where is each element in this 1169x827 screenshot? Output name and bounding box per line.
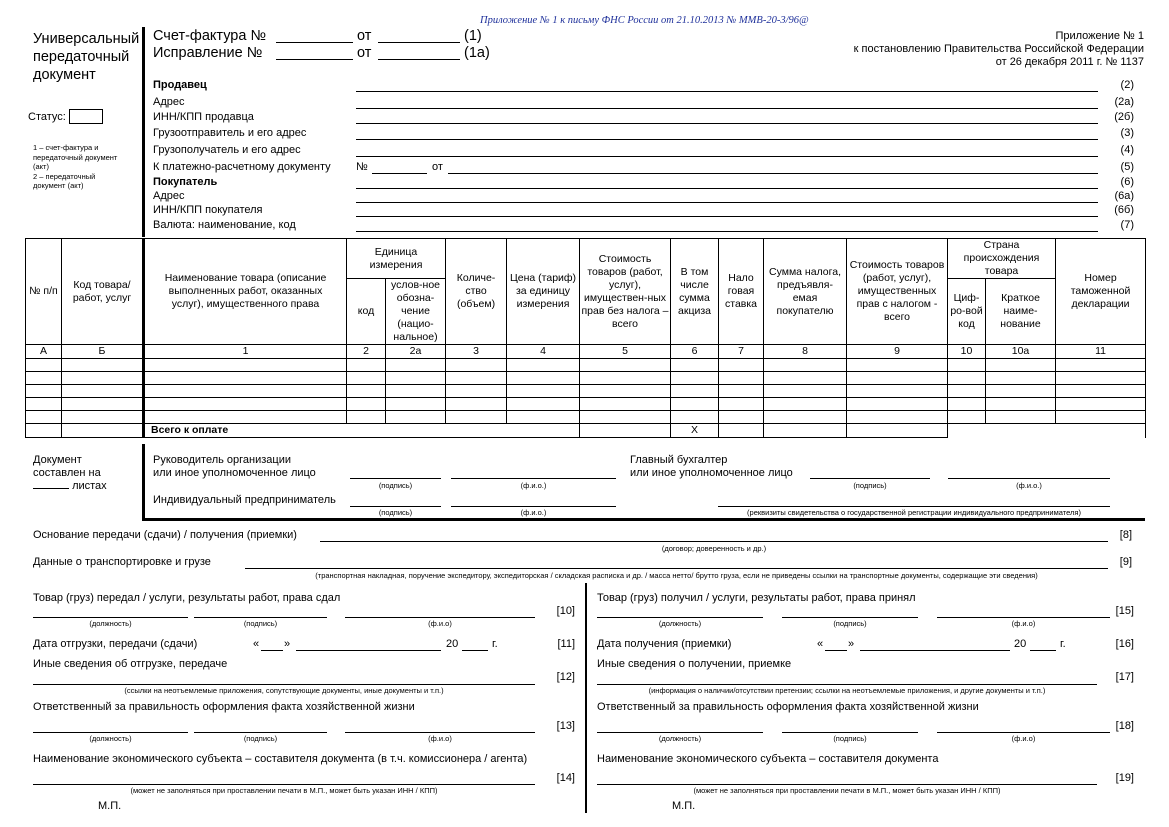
signature-divider — [142, 444, 145, 521]
table-cell[interactable] — [386, 372, 446, 385]
table-cell[interactable] — [62, 411, 144, 424]
table-cell[interactable] — [144, 398, 347, 411]
invoice-label: Счет-фактура № — [153, 28, 267, 44]
transport-label: Данные о транспортировке и грузе — [33, 556, 211, 568]
left-responsible-fio[interactable] — [345, 732, 535, 733]
table-cell[interactable] — [347, 411, 386, 424]
basis-field[interactable] — [320, 541, 1108, 542]
table-cell[interactable] — [26, 372, 62, 385]
col-unit: Единица измерения — [347, 239, 446, 279]
table-cell[interactable] — [580, 398, 671, 411]
entrepreneur-sign-field[interactable] — [350, 506, 441, 507]
left-responsible-position[interactable] — [33, 732, 188, 733]
table-cell[interactable] — [764, 411, 847, 424]
col-cost-with-tax: Стоимость товаров (работ, услуг), имущественных прав с налогом - всего — [847, 239, 948, 345]
table-cell[interactable] — [446, 411, 507, 424]
table-cell[interactable] — [719, 385, 764, 398]
goods-table — [25, 238, 1146, 438]
table-cell[interactable] — [847, 385, 948, 398]
receive-sign-field[interactable] — [782, 617, 918, 618]
accountant-sign-field[interactable] — [810, 478, 930, 479]
party-field[interactable] — [356, 216, 1098, 217]
party-ref: (5) — [1120, 161, 1134, 173]
accountant-fio-field[interactable] — [948, 478, 1110, 479]
party-label: Покупатель — [153, 176, 218, 188]
table-cell[interactable] — [446, 385, 507, 398]
table-cell[interactable] — [144, 372, 347, 385]
party-label: К платежно-расчетному документу — [153, 161, 331, 173]
col-country-name: Краткое наиме-нование — [986, 279, 1056, 345]
decree-line-3: от 26 декабря 2011 г. № 1137 — [995, 56, 1144, 68]
table-cell[interactable] — [386, 385, 446, 398]
correction-label: Исправление № — [153, 45, 263, 61]
table-cell[interactable] — [446, 359, 507, 372]
transfer-fio-field[interactable] — [345, 617, 535, 618]
table-cell[interactable] — [986, 359, 1056, 372]
table-cell[interactable] — [847, 372, 948, 385]
correction-date-field[interactable] — [378, 59, 460, 60]
party-ref: (2б) — [1114, 111, 1134, 123]
accountant-signature-label: Главный бухгалтер или иное уполномоченное лицо — [630, 454, 793, 479]
table-cell[interactable] — [507, 411, 580, 424]
transfer-position-field[interactable] — [33, 617, 188, 618]
table-cell[interactable] — [1056, 385, 1146, 398]
table-cell[interactable] — [580, 359, 671, 372]
table-cell[interactable] — [671, 372, 719, 385]
party-field[interactable] — [356, 202, 1098, 203]
invoice-from: от — [357, 28, 372, 44]
right-responsible-fio[interactable] — [937, 732, 1110, 733]
recv-day-field[interactable] — [825, 650, 847, 651]
table-cell[interactable] — [671, 411, 719, 424]
table-cell[interactable] — [719, 411, 764, 424]
table-cell[interactable] — [986, 372, 1056, 385]
payment-date-field[interactable] — [448, 173, 1098, 174]
total-tax[interactable] — [764, 424, 847, 438]
col-number: № п/п — [26, 239, 62, 345]
party-ref: (6а) — [1114, 190, 1134, 202]
party-field[interactable] — [356, 108, 1098, 109]
total-excise: X — [671, 424, 719, 438]
table-cell[interactable] — [847, 398, 948, 411]
table-cell[interactable] — [26, 359, 62, 372]
party-ref: (4) — [1120, 144, 1134, 156]
table-cell[interactable] — [671, 398, 719, 411]
table-row — [26, 411, 1146, 424]
status-label: Статус: — [28, 111, 66, 123]
status-input[interactable] — [69, 109, 103, 124]
correction-number-field[interactable] — [276, 59, 353, 60]
party-field[interactable] — [356, 156, 1098, 157]
table-cell[interactable] — [948, 398, 986, 411]
right-responsible-sign[interactable] — [782, 732, 918, 733]
decree-reference — [854, 30, 1144, 69]
col-country-code: Циф-ро-вой код — [948, 279, 986, 345]
col-price: Цена (тариф) за единицу измерения — [507, 239, 580, 345]
table-cell[interactable] — [446, 372, 507, 385]
invoice-date-field[interactable] — [378, 42, 460, 43]
head-signature-label: Руководитель организации или иное уполномоченное лицо — [153, 454, 316, 479]
column-numbers-row: А Б 1 2 2а 3 4 5 6 7 8 9 10 10а 11 — [26, 345, 1146, 359]
table-cell[interactable] — [1056, 372, 1146, 385]
table-cell[interactable] — [719, 372, 764, 385]
table-cell[interactable] — [847, 359, 948, 372]
party-ref: (7) — [1120, 219, 1134, 231]
table-cell[interactable] — [26, 398, 62, 411]
table-cell[interactable] — [847, 411, 948, 424]
table-cell[interactable] — [26, 411, 62, 424]
table-cell[interactable] — [1056, 411, 1146, 424]
total-with-tax[interactable] — [847, 424, 948, 438]
table-cell[interactable] — [580, 411, 671, 424]
party-ref: (2а) — [1114, 96, 1134, 108]
receive-position-field[interactable] — [597, 617, 763, 618]
table-cell[interactable] — [144, 359, 347, 372]
entrepreneur-fio-field[interactable] — [451, 506, 616, 507]
right-entity-label: Наименование экономического субъекта – составителя документа — [597, 753, 939, 765]
table-cell[interactable] — [144, 385, 347, 398]
table-cell[interactable] — [986, 398, 1056, 411]
left-entity-label: Наименование экономического субъекта – составителя документа (в т.ч. комиссионера / агента) — [33, 753, 528, 765]
section-divider — [142, 27, 145, 237]
col-product-code: Код товара/ работ, услуг — [62, 239, 144, 345]
table-cell[interactable] — [764, 385, 847, 398]
col-unit-code: код — [347, 279, 386, 345]
table-cell[interactable] — [764, 398, 847, 411]
party-field[interactable] — [356, 91, 1098, 92]
table-cell[interactable] — [62, 372, 144, 385]
table-cell[interactable] — [580, 372, 671, 385]
recv-month-field[interactable] — [860, 650, 1010, 651]
decree-line-1: Приложение № 1 — [1055, 30, 1144, 42]
table-cell[interactable] — [764, 359, 847, 372]
table-cell[interactable] — [764, 372, 847, 385]
transfer-sign-field[interactable] — [194, 617, 327, 618]
recv-year-field[interactable] — [1030, 650, 1056, 651]
entrepreneur-label: Индивидуальный предприниматель — [153, 494, 336, 506]
table-cell[interactable] — [719, 359, 764, 372]
table-cell[interactable] — [62, 359, 144, 372]
head-sign-field[interactable] — [350, 478, 441, 479]
decree-line-2: к постановлению Правительства Российской Федерации — [853, 43, 1144, 55]
ship-date-label: Дата отгрузки, передачи (сдачи) — [33, 638, 198, 650]
table-cell[interactable] — [144, 411, 347, 424]
left-stamp-place: М.П. — [98, 800, 122, 812]
party-label: Адрес — [153, 190, 185, 202]
table-cell[interactable] — [347, 398, 386, 411]
table-cell[interactable] — [1056, 359, 1146, 372]
col-product-name: Наименование товара (описание выполненных работ, оказанных услуг), имущественного права — [144, 239, 347, 345]
table-cell[interactable] — [671, 385, 719, 398]
party-label: Валюта: наименование, код — [153, 219, 296, 231]
party-field[interactable] — [356, 123, 1098, 124]
col-quantity: Количе-ство (объем) — [446, 239, 507, 345]
receive-label: Товар (груз) получил / услуги, результаты работ, права принял — [597, 592, 916, 604]
table-cell[interactable] — [347, 359, 386, 372]
signature-bottom-line — [142, 518, 1145, 521]
doc-title: Универсальный передаточный документ — [33, 31, 140, 83]
ship-year-field[interactable] — [462, 650, 488, 651]
table-row — [26, 359, 1146, 372]
basis-label: Основание передачи (сдачи) / получения (приемки) — [33, 529, 297, 541]
table-cell[interactable] — [347, 385, 386, 398]
party-field[interactable] — [356, 188, 1098, 189]
ship-day-field[interactable] — [261, 650, 283, 651]
right-stamp-place: М.П. — [672, 800, 696, 812]
table-cell[interactable] — [347, 372, 386, 385]
table-cell[interactable] — [386, 359, 446, 372]
pages-count: Документ составлен на листах — [33, 454, 107, 492]
party-ref: (3) — [1120, 127, 1134, 139]
party-label: Продавец — [153, 79, 207, 91]
center-divider — [585, 583, 587, 813]
table-cell[interactable] — [62, 385, 144, 398]
party-label: Грузополучатель и его адрес — [153, 144, 301, 156]
party-field[interactable] — [356, 139, 1098, 140]
table-row — [26, 385, 1146, 398]
ship-month-field[interactable] — [296, 650, 441, 651]
party-label: Адрес — [153, 96, 185, 108]
table-cell[interactable] — [62, 398, 144, 411]
table-row — [26, 372, 1146, 385]
table-cell[interactable] — [580, 385, 671, 398]
table-cell[interactable] — [948, 411, 986, 424]
transfer-label: Товар (груз) передал / услуги, результаты работ, права сдал — [33, 592, 341, 604]
table-cell[interactable] — [507, 359, 580, 372]
col-cost-no-tax: Стоимость товаров (работ, услуг), имуществен-ных прав без налога – всего — [580, 239, 671, 345]
table-cell[interactable] — [948, 372, 986, 385]
status-notes: 1 – счет-фактура и передаточный документ (акт) 2 – передаточный документ (акт) — [33, 143, 118, 190]
party-ref: (6) — [1120, 176, 1134, 188]
col-tax-amount: Сумма налога, предъявля-емая покупателю — [764, 239, 847, 345]
party-label: Грузоотправитель и его адрес — [153, 127, 307, 139]
transport-field[interactable] — [245, 568, 1108, 569]
head-fio-field[interactable] — [451, 478, 616, 479]
correction-ref: (1а) — [464, 45, 490, 61]
right-entity-field[interactable] — [597, 784, 1097, 785]
correction-from: от — [357, 45, 372, 61]
table-row — [26, 398, 1146, 411]
total-label: Всего к оплате — [144, 424, 580, 438]
left-responsible-sign[interactable] — [194, 732, 327, 733]
right-responsible-position[interactable] — [597, 732, 763, 733]
table-cell[interactable] — [446, 398, 507, 411]
table-cell[interactable] — [507, 398, 580, 411]
table-cell[interactable] — [26, 385, 62, 398]
table-cell[interactable] — [507, 372, 580, 385]
party-ref: (2) — [1120, 79, 1134, 91]
left-responsible-label: Ответственный за правильность оформления факта хозяйственной жизни — [33, 701, 415, 713]
table-cell[interactable] — [986, 411, 1056, 424]
payment-number-field[interactable] — [372, 173, 427, 174]
party-label: ИНН/КПП продавца — [153, 111, 254, 123]
invoice-ref: (1) — [464, 28, 482, 44]
col-excise: В том числе сумма акциза — [671, 239, 719, 345]
col-customs-declaration: Номер таможенной декларации — [1056, 239, 1146, 345]
party-label: ИНН/КПП покупателя — [153, 204, 263, 216]
table-cell[interactable] — [986, 385, 1056, 398]
table-cell[interactable] — [948, 359, 986, 372]
col-country: Страна происхождения товара — [948, 239, 1056, 279]
invoice-number-field[interactable] — [276, 42, 353, 43]
total-row — [26, 424, 1146, 438]
total-cost-no-tax[interactable] — [580, 424, 671, 438]
table-cell[interactable] — [1056, 398, 1146, 411]
recv-other-label: Иные сведения о получении, приемке — [597, 658, 792, 670]
table-cell[interactable] — [719, 398, 764, 411]
party-field[interactable] — [356, 231, 1098, 232]
table-cell[interactable] — [948, 385, 986, 398]
party-ref: (6б) — [1114, 204, 1134, 216]
right-responsible-label: Ответственный за правильность оформления факта хозяйственной жизни — [597, 701, 979, 713]
ship-other-label: Иные сведения об отгрузке, передаче — [33, 658, 228, 670]
entrepreneur-requisites-field[interactable] — [718, 506, 1110, 507]
ship-other-field[interactable] — [33, 684, 535, 685]
table-cell[interactable] — [386, 411, 446, 424]
header-note: Приложение № 1 к письму ФНС России от 21.10.2013 № ММВ-20-3/96@ — [480, 15, 809, 26]
table-cell[interactable] — [671, 359, 719, 372]
table-cell[interactable] — [386, 398, 446, 411]
recv-other-field[interactable] — [597, 684, 1097, 685]
col-unit-name: услов-ное обозна-чение (нацио-нальное) — [386, 279, 446, 345]
left-entity-field[interactable] — [33, 784, 535, 785]
col-tax-rate: Нало говая ставка — [719, 239, 764, 345]
table-cell[interactable] — [507, 385, 580, 398]
recv-date-label: Дата получения (приемки) — [597, 638, 732, 650]
receive-fio-field[interactable] — [937, 617, 1110, 618]
